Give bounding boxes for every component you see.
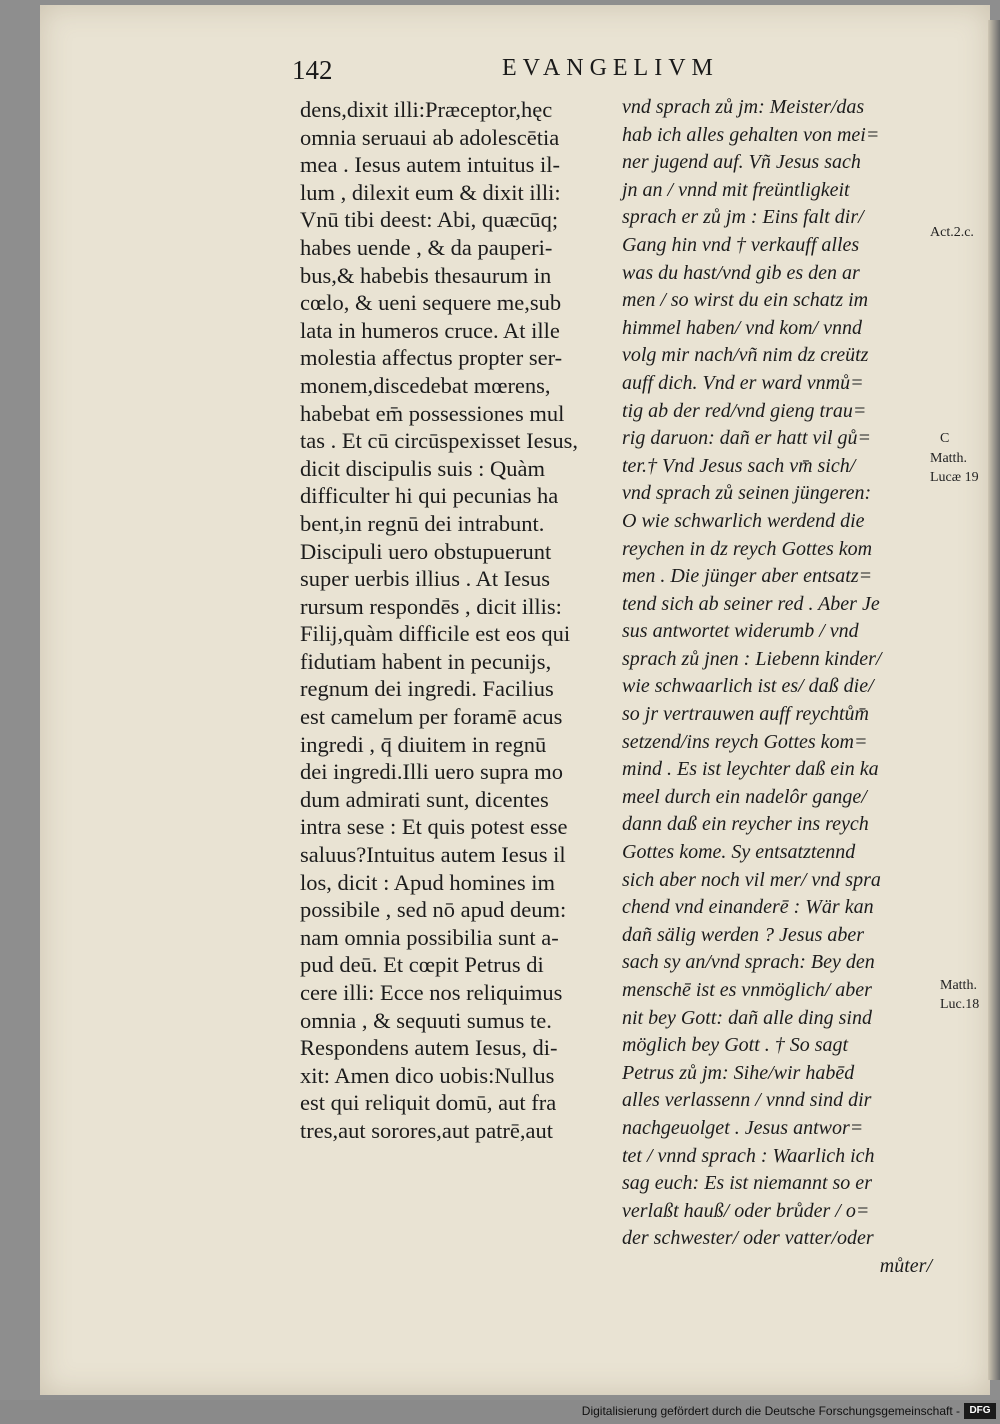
german-line: reychen in dz reych Gottes kom [622, 537, 873, 560]
latin-line: est camelum per foramē acus [300, 704, 563, 730]
latin-line: tas . Et cū circūspexisset Iesus, [300, 428, 579, 454]
latin-line: rursum respondēs , dicit illis: [300, 593, 562, 619]
footer-bar [0, 1400, 1000, 1424]
latin-line: cœlo, & ueni sequere me,sub [300, 290, 562, 316]
german-line: sus antwortet widerumb / vnd [622, 620, 859, 643]
latin-line: habebat em̄ possessiones mul [300, 400, 565, 426]
latin-line: dum admirati sunt, dicentes [300, 786, 549, 812]
latin-line: super uerbis illius . At Iesus [300, 566, 550, 592]
german-line: jn an / vnnd mit freüntligkeit [622, 178, 850, 201]
latin-line: bent,in regnū dei intrabunt. [300, 510, 545, 536]
latin-line: ingredi , q̄ diuitem in regnū [300, 731, 547, 757]
page-header [292, 55, 742, 95]
latin-line: intra sese : Et quis potest esse [300, 814, 568, 840]
german-line: vnd sprach zů jm: Meister/das [622, 96, 865, 118]
latin-line: dei ingredi.Illi uero supra mo [300, 759, 564, 785]
latin-line: mea . Iesus autem intuitus il- [300, 152, 560, 178]
margin-note-letter: C [940, 431, 950, 446]
latin-line: Respondens autem Iesus, di- [300, 1035, 558, 1061]
footer-credit: Digitalisierung gefördert durch die Deutsche Forschungsgemeinschaft - [581, 1404, 960, 1418]
latin-column [300, 96, 618, 1145]
german-line: volg mir nach/vñ nim dz creütz [622, 344, 869, 367]
latin-line: xit: Amen dico uobis:Nullus [300, 1062, 555, 1088]
german-line: chend vnd einanderē : Wär kan [622, 896, 874, 919]
latin-line: Discipuli uero obstupuerunt [300, 538, 552, 564]
margin-note-lucae: Lucæ 19 [930, 470, 979, 485]
german-line: nachgeuolget . Jesus antwor= [622, 1116, 864, 1139]
latin-line: lata in humeros cruce. At ille [300, 317, 560, 343]
latin-line: saluus?Intuitus autem Iesus il [300, 842, 566, 868]
german-line: rig daruon: dañ er hatt vil gů= [622, 427, 872, 450]
latin-line: tres,aut sorores,aut patrē,aut [300, 1117, 554, 1143]
latin-line: nam omnia possibilia sunt a- [300, 924, 559, 950]
german-line: nit bey Gott: dañ alle ding sind [622, 1006, 872, 1029]
german-line: mind . Es ist leychter daß ein ka [622, 758, 879, 781]
german-line: sich aber noch vil mer/ vnd spra [622, 868, 881, 891]
latin-line: dens,dixit illi:Præceptor,hęc [300, 97, 553, 122]
latin-line: omnia , & sequuti sumus te. [300, 1007, 552, 1033]
latin-line: habes uende , & da pauperi- [300, 234, 553, 260]
latin-line: omnia seruaui ab adolescētia [300, 124, 560, 150]
german-line: alles verlassenn / vnnd sind dir [622, 1089, 872, 1112]
latin-line: cere illi: Ecce nos reliquimus [300, 980, 563, 1005]
german-line: sprach er zů jm : Eins falt dir/ [622, 206, 864, 229]
page-number: 142 [292, 55, 333, 85]
page-edge [988, 20, 1000, 1380]
german-line: auff dich. Vnd er ward vnmů= [622, 371, 864, 394]
german-line: ter.† Vnd Jesus sach vm̄ sich/ [622, 454, 856, 477]
german-line: himmel haben/ vnd kom/ vnnd [622, 316, 862, 339]
latin-line: est qui reliquit domū, aut fra [300, 1090, 557, 1116]
german-line: Petrus zů jm: Sihe/wir habēd [622, 1061, 855, 1084]
latin-line: monem,discedebat mœrens, [300, 372, 551, 398]
latin-line: Vnū tibi deest: Abi, quæcūq; [300, 207, 559, 233]
german-line: hab ich alles gehalten von mei= [622, 123, 880, 146]
german-line: möglich bey Gott . † So sagt [622, 1034, 849, 1057]
running-title: EVANGELIVM [502, 55, 719, 81]
dfg-logo: DFG [964, 1403, 996, 1419]
german-line: men / so wirst du ein schatz im [622, 289, 869, 312]
latin-line: difficulter hi qui pecunias ha [300, 483, 559, 509]
german-line: O wie schwarlich werdend die [622, 509, 865, 532]
german-line: sag euch: Es ist niemannt so er [622, 1172, 872, 1195]
german-line: můter/ [879, 1254, 932, 1277]
german-line: tig ab der red/vnd gieng trau= [622, 399, 867, 422]
german-line: vnd sprach zů seinen jüngeren: [622, 482, 872, 505]
german-line: so jr vertrauwen auff reychtům̄ [622, 703, 870, 726]
german-line: men . Die jünger aber entsatz= [622, 565, 873, 588]
german-line: der schwester/ oder vatter/oder [622, 1227, 874, 1250]
german-line: wie schwaarlich ist es/ daß die/ [622, 675, 874, 698]
german-line: meel durch ein nadelôr gange/ [622, 785, 867, 808]
german-line: tet / vnnd sprach : Waarlich ich [622, 1144, 875, 1167]
latin-line: Filij,quàm difficile est eos qui [300, 621, 571, 647]
latin-line: bus,& habebis thesaurum in [300, 262, 552, 288]
german-line: Gottes kome. Sy entsatztennd [622, 841, 856, 864]
german-line: dann daß ein reycher ins reych [622, 813, 869, 836]
german-line: verlaßt hauß/ oder brůder / o= [622, 1199, 870, 1222]
latin-line: fidutiam habent in pecunijs, [300, 648, 552, 674]
latin-line: regnum dei ingredi. Facilius [300, 676, 554, 702]
german-line: was du hast/vnd gib es den ar [622, 261, 860, 284]
german-line: dañ sälig werden ? Jesus aber [622, 923, 865, 946]
german-line: ner jugend auf. Vñ Jesus sach [622, 151, 861, 174]
latin-line: dicit discipulis suis : Quàm [300, 455, 545, 481]
margin-note-luc: Luc.18 [940, 997, 980, 1012]
german-line: tend sich ab seiner red . Aber Je [622, 592, 880, 615]
german-column [622, 94, 932, 1281]
latin-line: molestia affectus propter ser- [300, 345, 563, 371]
german-line: sprach zů jnen : Liebenn kinder/ [622, 647, 882, 670]
german-line: setzend/ins reych Gottes kom= [622, 730, 868, 753]
latin-line: lum , dilexit eum & dixit illi: [300, 179, 561, 205]
margin-note-matth-2: Matth. [940, 978, 977, 993]
latin-line: possibile , sed nō apud deum: [300, 897, 567, 923]
german-line: menschē ist es vnmöglich/ aber [622, 979, 872, 1001]
latin-line: pud deū. Et cœpit Petrus di [300, 952, 544, 978]
german-line: sach sy an/vnd sprach: Bey den [622, 951, 875, 974]
german-line: Gang hin vnd † verkauff alles [622, 233, 860, 256]
latin-line: los, dicit : Apud homines im [300, 869, 556, 895]
margin-note-matth-1: Matth. [930, 451, 967, 466]
margin-note-acts: Act.2.c. [930, 225, 974, 240]
